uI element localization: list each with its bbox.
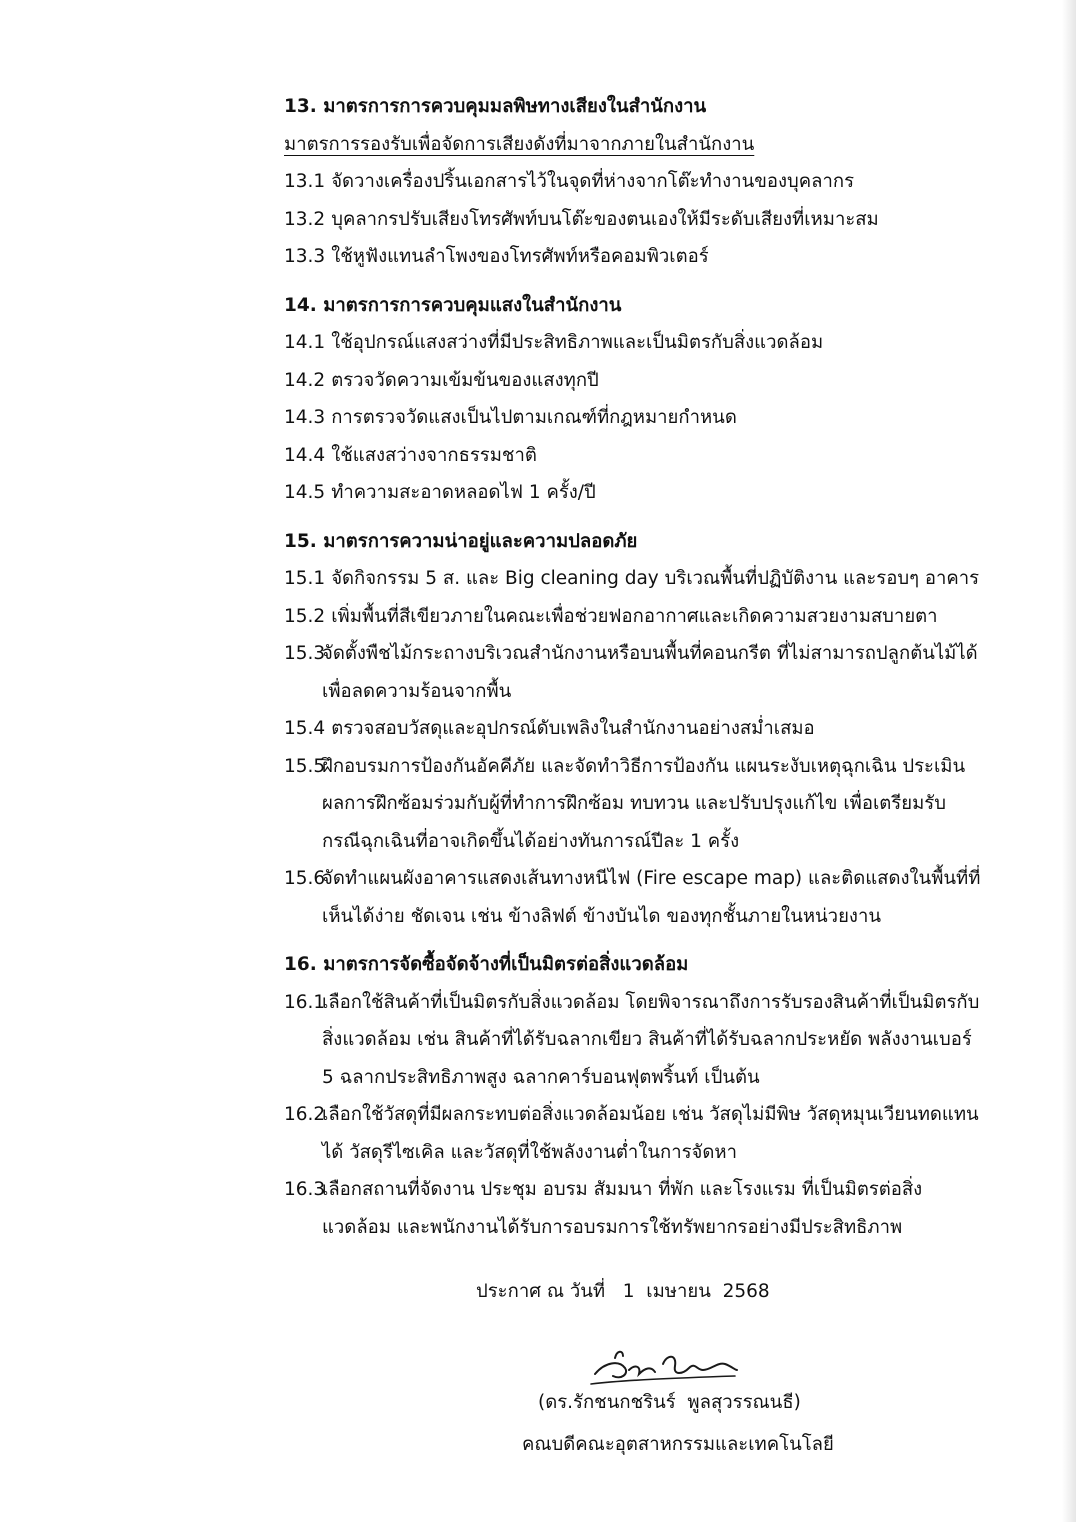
item-text: จัดวางเครื่องปริ้นเอกสารไว้ในจุดที่ห่างจากโต๊ะทำงานของบุคลากร (331, 171, 854, 192)
list-item (284, 710, 984, 748)
item-text: จัดทำแผนผังอาคารแสดงเส้นทางหนีไฟ (Fire escape map) และติดแสดงในพื้นที่ที่เห็นได้ง่าย ชัดเจน เช่น ข้างลิฟต์ ข้างบันได ของทุกชั้นภายในหน่วยงาน (322, 868, 981, 927)
section-subheading-13: มาตรการรองรับเพื่อจัดการเสียงดังที่มาจากภายในสำนักงาน (284, 133, 755, 155)
item-number: 16.3 (284, 1179, 326, 1200)
announcement-date: ประกาศ ณ วันที่ 1 เมษายน 2568 (476, 1281, 770, 1302)
signer-name: (ดร.รักชนกชรินร์ พูลสุวรรณนธี) (538, 1392, 801, 1413)
item-text: ตรวจวัดความเข้มข้นของแสงทุกปี (331, 369, 599, 391)
list-item (284, 635, 984, 710)
document-body (284, 88, 984, 1246)
item-text: ใช้แสงสว่างจากธรรมชาติ (331, 444, 537, 466)
item-number: 15.4 (284, 718, 326, 739)
item-text: เลือกใช้วัสดุที่มีผลกระทบต่อสิ่งแวดล้อมน้อย เช่น วัสดุไม่มีพิษ วัสดุหมุนเวียนทดแทนได้ วัสดุรีไซเคิล และวัสดุที่ใช้พลังงานต่ำในการจัดหา (322, 1104, 979, 1163)
page-edge-shadow (1062, 0, 1076, 1522)
item-number: 15.5 (284, 755, 326, 777)
list-item (284, 560, 984, 598)
item-number: 14.1 (284, 332, 326, 353)
item-text: ฝึกอบรมการป้องกันอัคคีภัย และจัดทำวิธีการป้องกัน แผนระงับเหตุฉุกเฉิน ประเมินผลการฝึกซ้อมร่วมกับผู้ที่ทำการฝึกซ้อม ทบทวน และปรับปรุงแก้ไข เพื่อเตรียมรับกรณีฉุกเฉินที่อาจเกิดขึ้นได้อย่างทันการณ์ปีละ 1 ครั้ง (322, 755, 966, 852)
item-number: 13.1 (284, 171, 326, 192)
item-number: 14.3 (284, 407, 326, 428)
section-heading-15: 15. มาตรการความน่าอยู่และความปลอดภัย (284, 530, 638, 552)
item-number: 14.5 (284, 482, 326, 503)
item-text: ใช้หูฟังแทนลำโพงของโทรศัพท์หรือคอมพิวเตอร์ (331, 246, 709, 267)
list-item (284, 201, 984, 239)
item-text: จัดตั้งพืชไม้กระถางบริเวณสำนักงานหรือบนพื้นที่คอนกรีต ที่ไม่สามารถปลูกต้นไม้ได้ เพื่อลดความร้อนจากพื้น (322, 643, 978, 702)
item-text: เลือกสถานที่จัดงาน ประชุม อบรม สัมมนา ที่พัก และโรงแรม ที่เป็นมิตรต่อสิ่งแวดล้อม และพนักงานได้รับการอบรมการใช้ทรัพยากรอย่างมีประสิทธิภาพ (322, 1179, 923, 1238)
list-item (284, 984, 984, 1097)
item-text: ตรวจสอบวัสดุและอุปกรณ์ดับเพลิงในสำนักงานอย่างสม่ำเสมอ (331, 718, 815, 739)
item-number: 15.2 (284, 605, 326, 627)
list-item (284, 362, 984, 400)
section-heading-13: 13. มาตรการการควบคุมมลพิษทางเสียงในสำนักงาน (284, 96, 707, 117)
list-item (284, 474, 984, 512)
list-item (284, 860, 984, 935)
signer-title: คณบดีคณะอุตสาหกรรมและเทคโนโลยี (522, 1434, 834, 1455)
item-number: 13.2 (284, 208, 326, 230)
list-item (284, 748, 984, 861)
item-number: 15.1 (284, 568, 326, 589)
section-heading-16: 16. มาตรการจัดซื้อจัดจ้างที่เป็นมิตรต่อสิ่งแวดล้อม (284, 954, 689, 975)
list-item (284, 1171, 984, 1246)
list-item (284, 399, 984, 437)
item-number: 13.3 (284, 246, 326, 267)
item-text: การตรวจวัดแสงเป็นไปตามเกณฑ์ที่กฎหมายกำหนด (331, 407, 737, 428)
item-number: 16.2 (284, 1104, 326, 1125)
list-item (284, 163, 984, 201)
list-item (284, 598, 984, 636)
item-number: 15.6 (284, 868, 326, 889)
item-text: เพิ่มพื้นที่สีเขียวภายในคณะเพื่อช่วยฟอกอากาศและเกิดความสวยงามสบายตา (331, 605, 938, 627)
list-item (284, 437, 984, 475)
signature-image (585, 1340, 745, 1390)
item-text: ใช้อุปกรณ์แสงสว่างที่มีประสิทธิภาพและเป็นมิตรกับสิ่งแวดล้อม (331, 332, 824, 353)
item-number: 14.2 (284, 369, 326, 391)
list-item (284, 238, 984, 276)
item-text: จัดกิจกรรม 5 ส. และ Big cleaning day บริเวณพื้นที่ปฏิบัติงาน และรอบๆ อาคาร (331, 568, 980, 589)
section-heading-14: 14. มาตรการการควบคุมแสงในสำนักงาน (284, 294, 622, 316)
item-number: 14.4 (284, 444, 326, 466)
list-item (284, 1096, 984, 1171)
item-text: บุคลากรปรับเสียงโทรศัพท์บนโต๊ะของตนเองให้มีระดับเสียงที่เหมาะสม (331, 208, 879, 230)
item-number: 16.1 (284, 991, 326, 1013)
list-item (284, 324, 984, 362)
item-number: 15.3 (284, 643, 326, 664)
item-text: ทำความสะอาดหลอดไฟ 1 ครั้ง/ปี (331, 482, 596, 503)
item-text: เลือกใช้สินค้าที่เป็นมิตรกับสิ่งแวดล้อม โดยพิจารณาถึงการรับรองสินค้าที่เป็นมิตรกับสิ่งแวดล้อม เช่น สินค้าที่ได้รับฉลากเขียว สินค้าที่ได้รับฉลากประหยัด พลังงานเบอร์ 5 ฉลากประสิทธิภาพสูง ฉลากคาร์บอนฟุตพริ้นท์ เป็นต้น (322, 991, 980, 1088)
